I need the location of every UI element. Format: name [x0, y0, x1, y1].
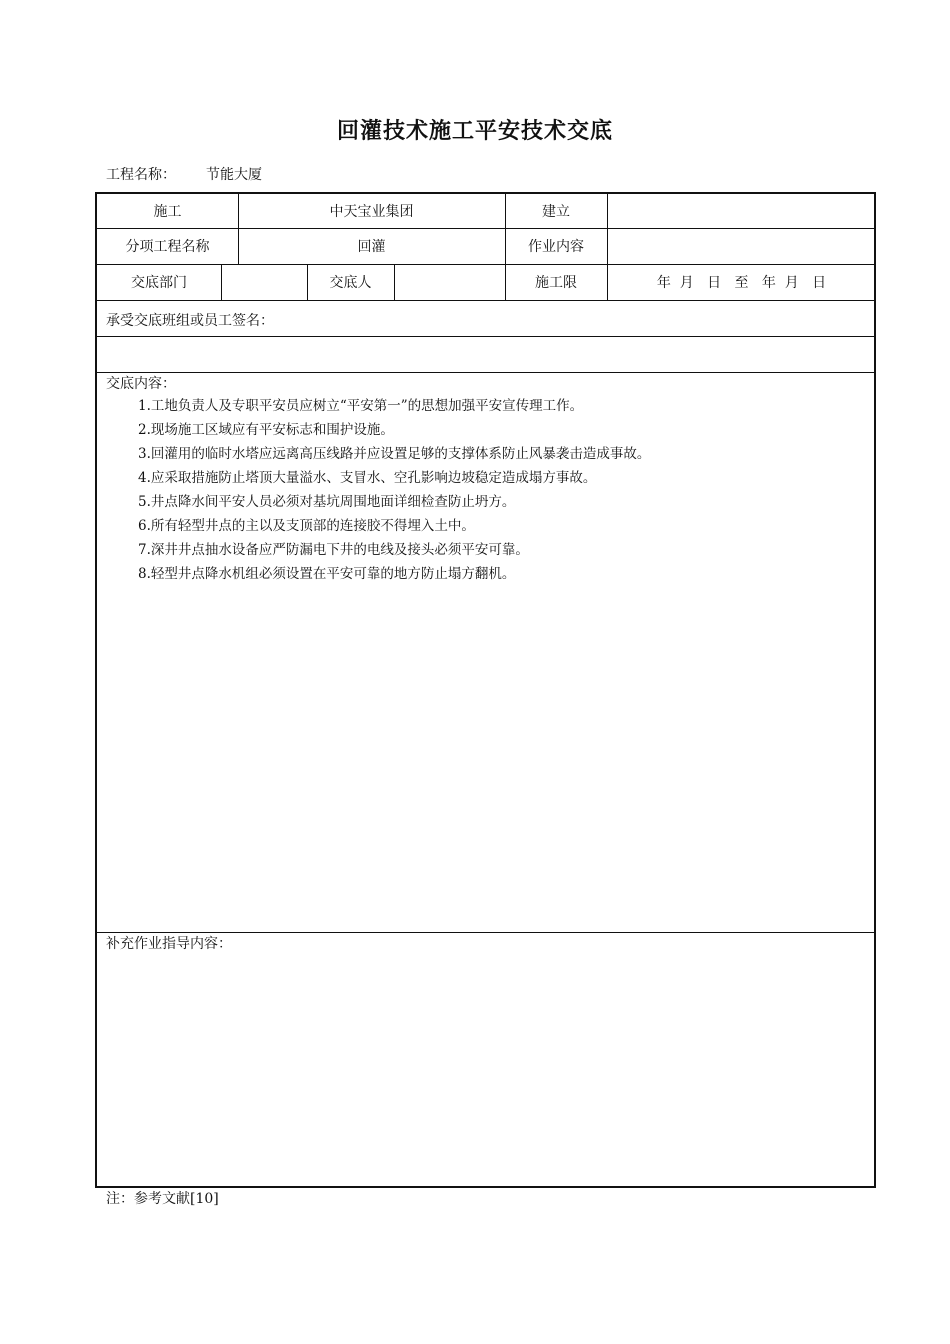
subproject-label: 分项工程名称 — [125, 239, 210, 255]
disclosure-dept-value — [221, 264, 307, 300]
project-name-value: 节能大厦 — [206, 167, 262, 183]
content-label: 交底内容： — [106, 376, 176, 392]
project-name-label: 工程名称： — [106, 167, 176, 183]
signature-label: 承受交底班组或员工签名： — [106, 313, 274, 329]
list-item: 3.回灌用的临时水塔应远离高压线路并应设置足够的支撑体系防止风暴袭击造成事故。 — [138, 446, 651, 462]
disclosure-items — [138, 394, 650, 586]
construction-company: 中天宝业集团 — [329, 204, 414, 220]
row-divider — [97, 300, 874, 301]
discloser-label: 交底人 — [329, 275, 372, 291]
list-item: 5.井点降水间平安人员必须对基坑周围地面详细检查防止坍方。 — [138, 494, 516, 510]
list-item: 7.深井井点抽水设备应严防漏电下井的电线及接头必须平安可靠。 — [138, 542, 529, 558]
disclosure-dept-label: 交底部门 — [131, 275, 187, 291]
list-item: 6.所有轻型井点的主以及支顶部的连接胶不得埋入土中。 — [138, 518, 475, 534]
supplement-label: 补充作业指导内容： — [106, 936, 232, 952]
disclosure-table — [95, 192, 876, 1188]
work-content-label: 作业内容 — [528, 239, 584, 255]
list-item: 1.工地负责人及专职平安员应树立“平安第一”的思想加强平安宣传理工作。 — [138, 398, 584, 414]
row-divider — [97, 336, 874, 337]
discloser-value — [394, 264, 505, 300]
construction-label: 施工 — [153, 204, 182, 220]
construction-period-value: 年 月 日 至 年 月 日 — [656, 275, 827, 291]
construction-period-label: 施工限 — [535, 275, 577, 291]
row-divider — [97, 372, 874, 373]
footnote: 注：参考文献[10] — [106, 1191, 219, 1207]
subproject-value: 回灌 — [357, 239, 386, 255]
work-content-value — [607, 228, 876, 264]
list-item: 8.轻型井点降水机组必须设置在平安可靠的地方防止塌方翻机。 — [138, 566, 516, 582]
establish-value — [607, 194, 876, 228]
list-item: 2.现场施工区域应有平安标志和围护设施。 — [138, 422, 394, 438]
project-name-line — [106, 164, 262, 184]
page-title: 回灌技术施工平安技术交底 — [336, 119, 613, 144]
list-item: 4.应采取措施防止塔顶大量溢水、支冒水、空孔影响边坡稳定造成塌方事故。 — [138, 470, 597, 486]
establish-label: 建立 — [542, 204, 570, 220]
